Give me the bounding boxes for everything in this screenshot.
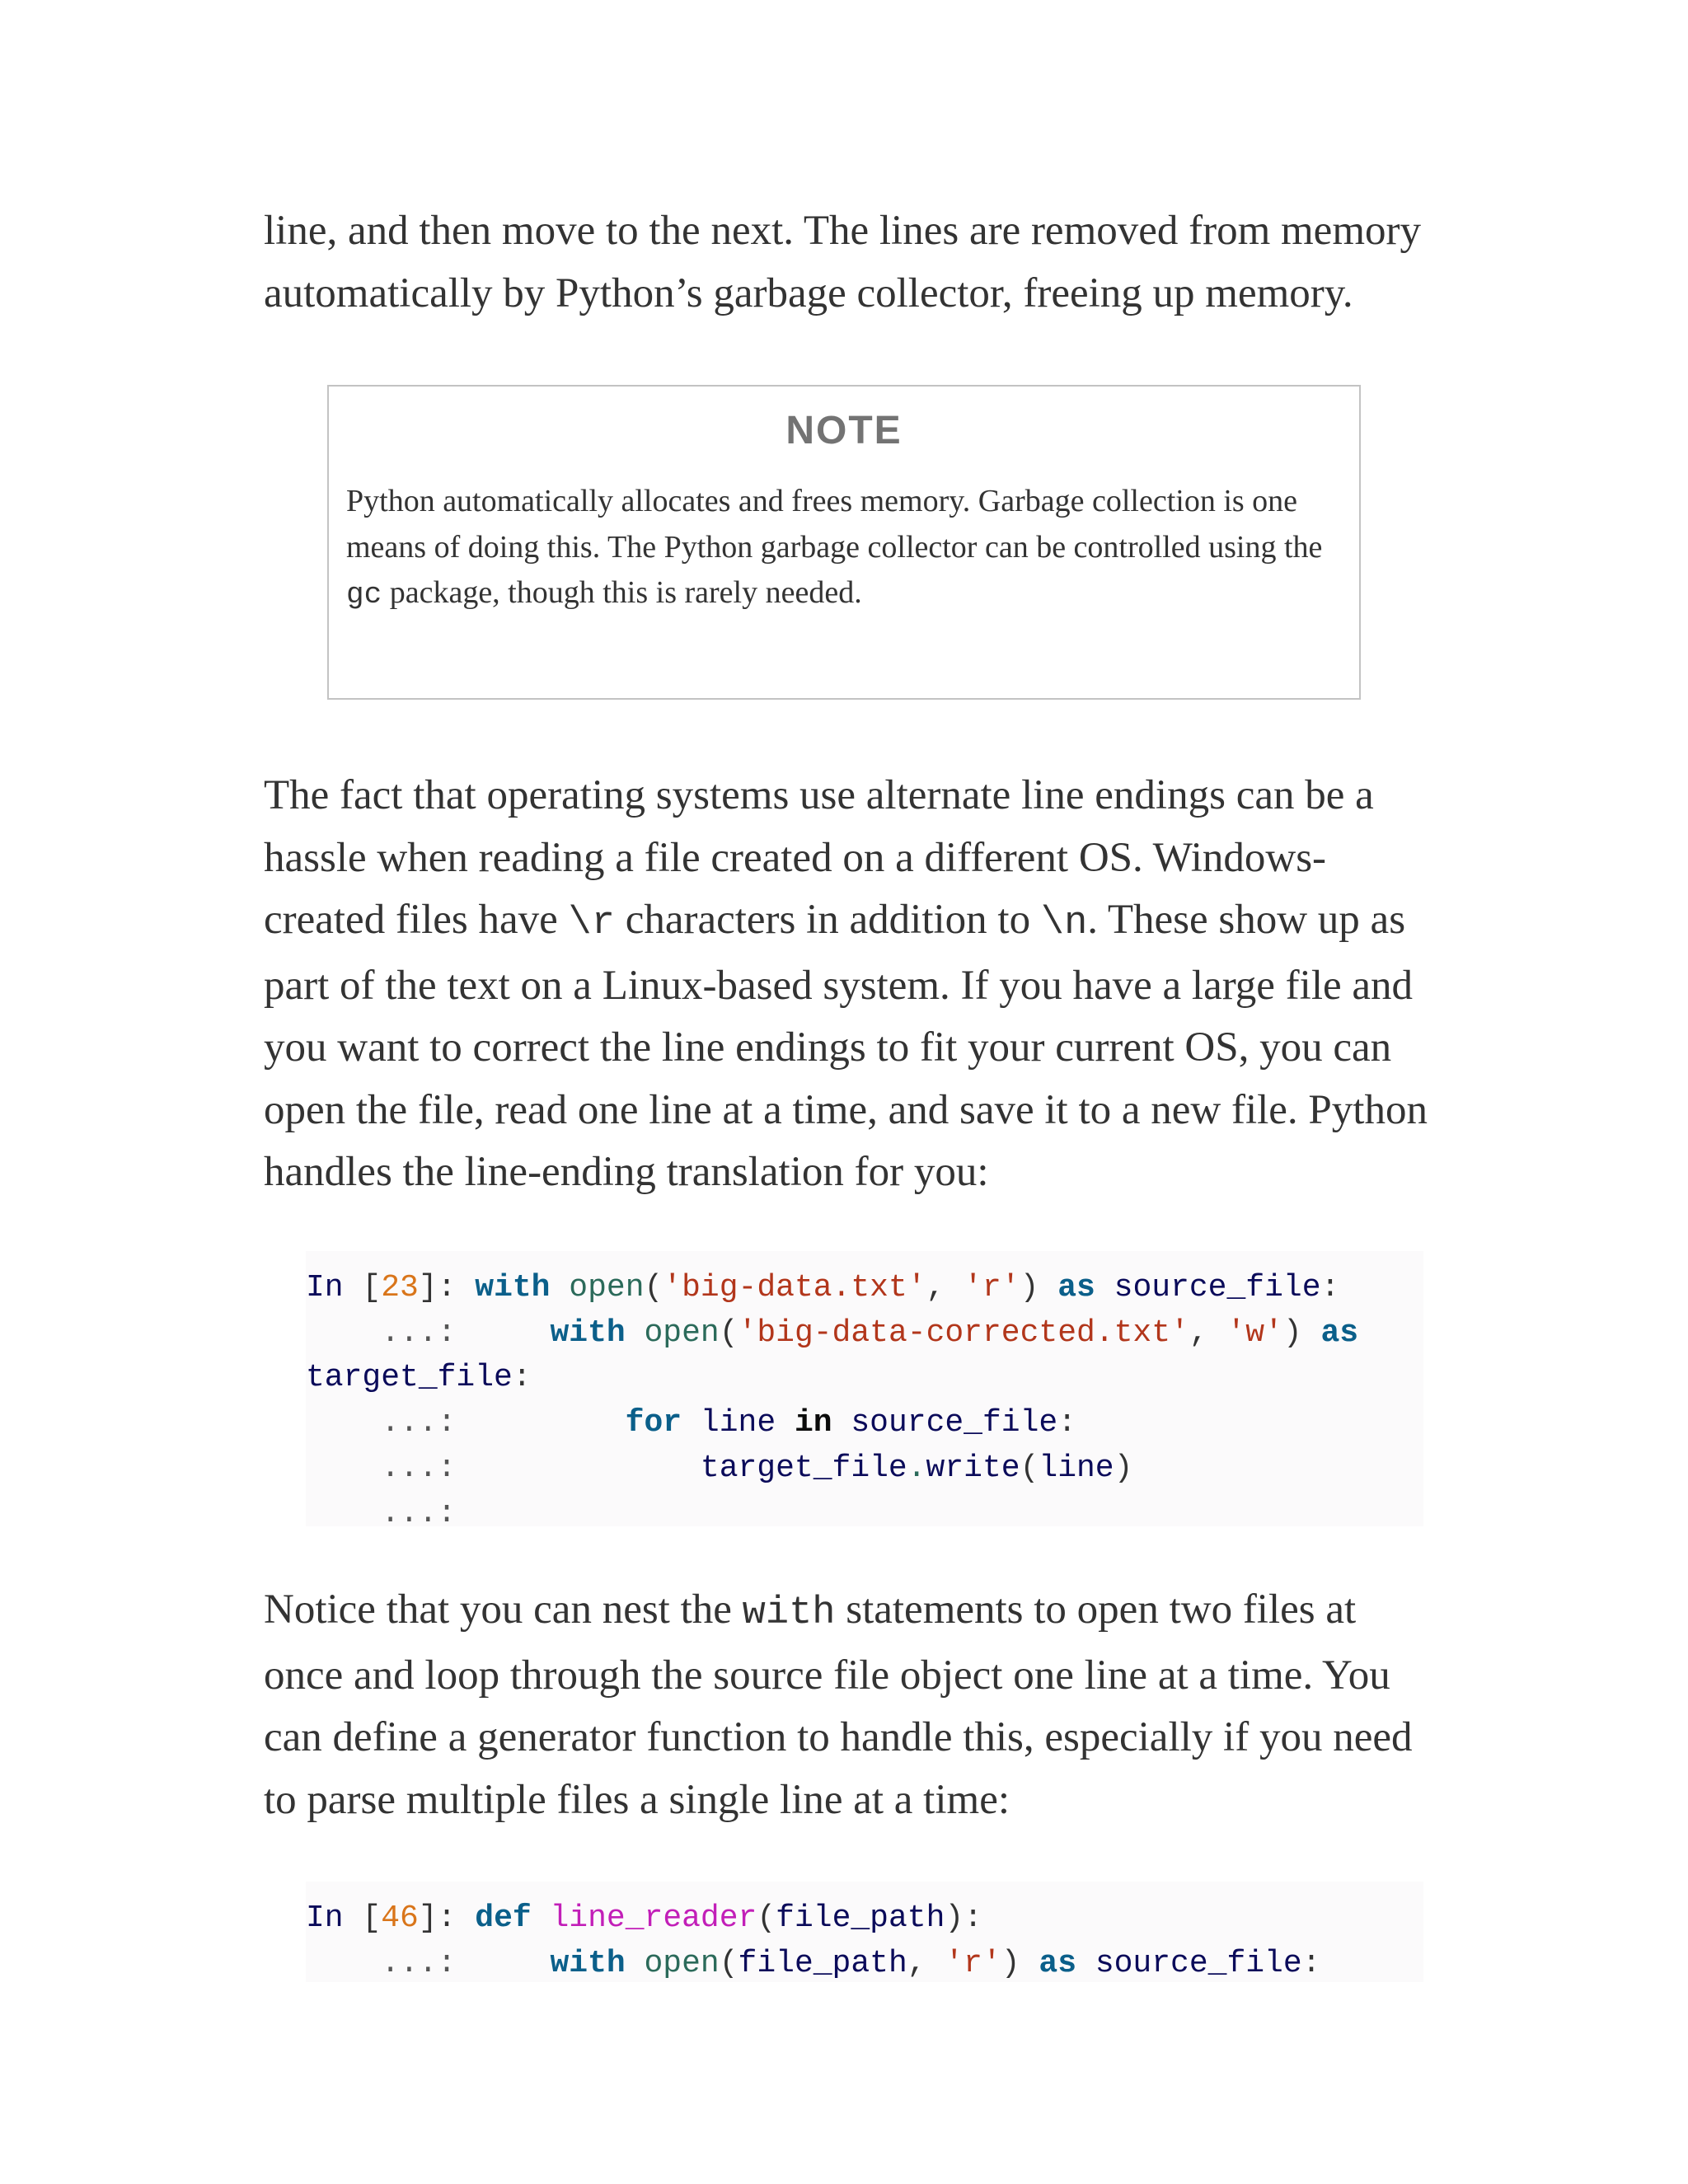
text-line: once and loop through the source file object one line at a time. You: [264, 1652, 1390, 1699]
paragraph-nested-with: [264, 1579, 1418, 1831]
text-line: open the file, read one line at a time, and save it to a new file. Python: [264, 1086, 1428, 1133]
text-segment: characters in addition to: [614, 897, 1041, 943]
paragraph-garbage-collector: [264, 200, 1421, 325]
text-line: part of the text on a Linux-based system. If you have a large file and: [264, 962, 1414, 1009]
code-line: target_file:: [306, 1360, 532, 1395]
note-box: [327, 385, 1361, 700]
code-line: ...: with open('big-data-corrected.txt', 'w') as: [381, 1315, 1359, 1351]
text-line: The fact that operating systems use alternate line endings can be a: [264, 772, 1374, 818]
text-segment: created files have: [264, 897, 569, 943]
text-line: automatically by Python’s garbage collector, freeing up memory.: [264, 269, 1353, 316]
code-line: ...: target_file.write(line): [381, 1451, 1133, 1486]
text-line: handles the line-ending translation for you:: [264, 1149, 989, 1195]
inline-code-cr: \r: [568, 902, 615, 945]
text-segment: . These show up as: [1087, 897, 1406, 943]
code-block-generator: [306, 1882, 1423, 1982]
text-line: to parse multiple files a single line at a time:: [264, 1776, 1010, 1823]
code-line: ...: for line in source_file:: [381, 1405, 1077, 1441]
note-body: [346, 479, 1343, 618]
inline-code-with: with: [742, 1591, 836, 1635]
inline-code-gc: gc: [346, 578, 382, 612]
note-line: Python automatically allocates and frees memory. Garbage collection is one: [346, 484, 1298, 518]
note-title: NOTE: [785, 409, 903, 452]
inline-code-lf: \n: [1040, 902, 1088, 945]
text-line: hassle when reading a file created on a different OS. Windows-: [264, 834, 1327, 881]
note-line: [346, 570, 1343, 618]
note-line: means of doing this. The Python garbage collector can be controlled using the: [346, 529, 1323, 565]
code-block-line-endings: [306, 1251, 1423, 1531]
paragraph-line-endings: [264, 765, 1428, 1204]
code-line: In [46]: def line_reader(file_path):: [306, 1900, 982, 1936]
text-segment: statements to open two files at: [835, 1586, 1357, 1633]
text-line: [264, 889, 1418, 955]
text-segment: Notice that you can nest the: [264, 1586, 743, 1633]
code-line: ...: with open(file_path, 'r') as source_file:: [381, 1946, 1321, 1981]
text-line: [264, 1579, 1418, 1645]
text-line: you want to correct the line endings to fit your current OS, you can: [264, 1024, 1392, 1071]
note-line-text: package, though this is rarely needed.: [382, 575, 862, 610]
code-line: In [23]: with open('big-data.txt', 'r') as source_file:: [306, 1270, 1340, 1305]
code-line: ...:: [381, 1496, 457, 1531]
text-line: can define a generator function to handle this, especially if you need: [264, 1714, 1413, 1760]
text-line: line, and then move to the next. The lines are removed from memory: [264, 208, 1421, 254]
